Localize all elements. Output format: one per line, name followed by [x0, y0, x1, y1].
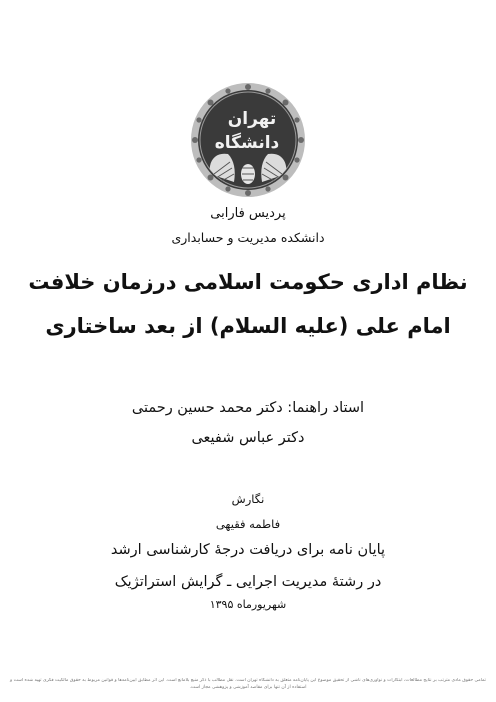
degree-statement-line-1: پایان نامه برای دریافت درجهٔ کارشناسی ارشد [110, 542, 386, 558]
campus-name: پردیس فارابی [210, 206, 286, 221]
thesis-title-line-2: امام علی (علیه السلام) از بعد ساختاری [45, 314, 451, 338]
advisor-line-1: استاد راهنما: دکتر محمد حسین رحمتی [131, 400, 365, 416]
writer-label: نگارش [231, 492, 265, 506]
advisor-line-2: دکتر عباس شفیعی [191, 430, 305, 446]
logo-text-university: دانشگاه [214, 133, 280, 153]
author-name: فاطمه فقیهی [215, 517, 281, 531]
submission-date: شهریورماه ۱۳۹۵ [209, 598, 287, 611]
logo-text-tehran: تهران [227, 109, 277, 129]
degree-statement-line-2: در رشتهٔ مدیریت اجرایی ـ گرایش استراتژیک [114, 574, 382, 590]
faculty-name: دانشکده مدیریت و حسابداری [171, 230, 325, 245]
university-of-tehran-logo [190, 82, 306, 198]
thesis-title-line-1: نظام اداری حکومت اسلامی درزمان خلافت [28, 270, 468, 294]
copyright-notice: تمامی حقوق مادی مترتب بر نتایج مطالعات، ابتکارات و نوآوری‌های ناشی از تحقیق موضوع این پایان‌نامه متعلق به دانشگاه تهران است. نقل مطالب با ذکر منبع بلامانع است. این اثر مطابق آیین‌نامه‌ها و قوانین مربوط به حقوق مالکیت فکری تهیه شده است و استفاده از آن تنها برای مقاصد آموزشی و پژوهشی مجاز است. [10, 678, 486, 690]
